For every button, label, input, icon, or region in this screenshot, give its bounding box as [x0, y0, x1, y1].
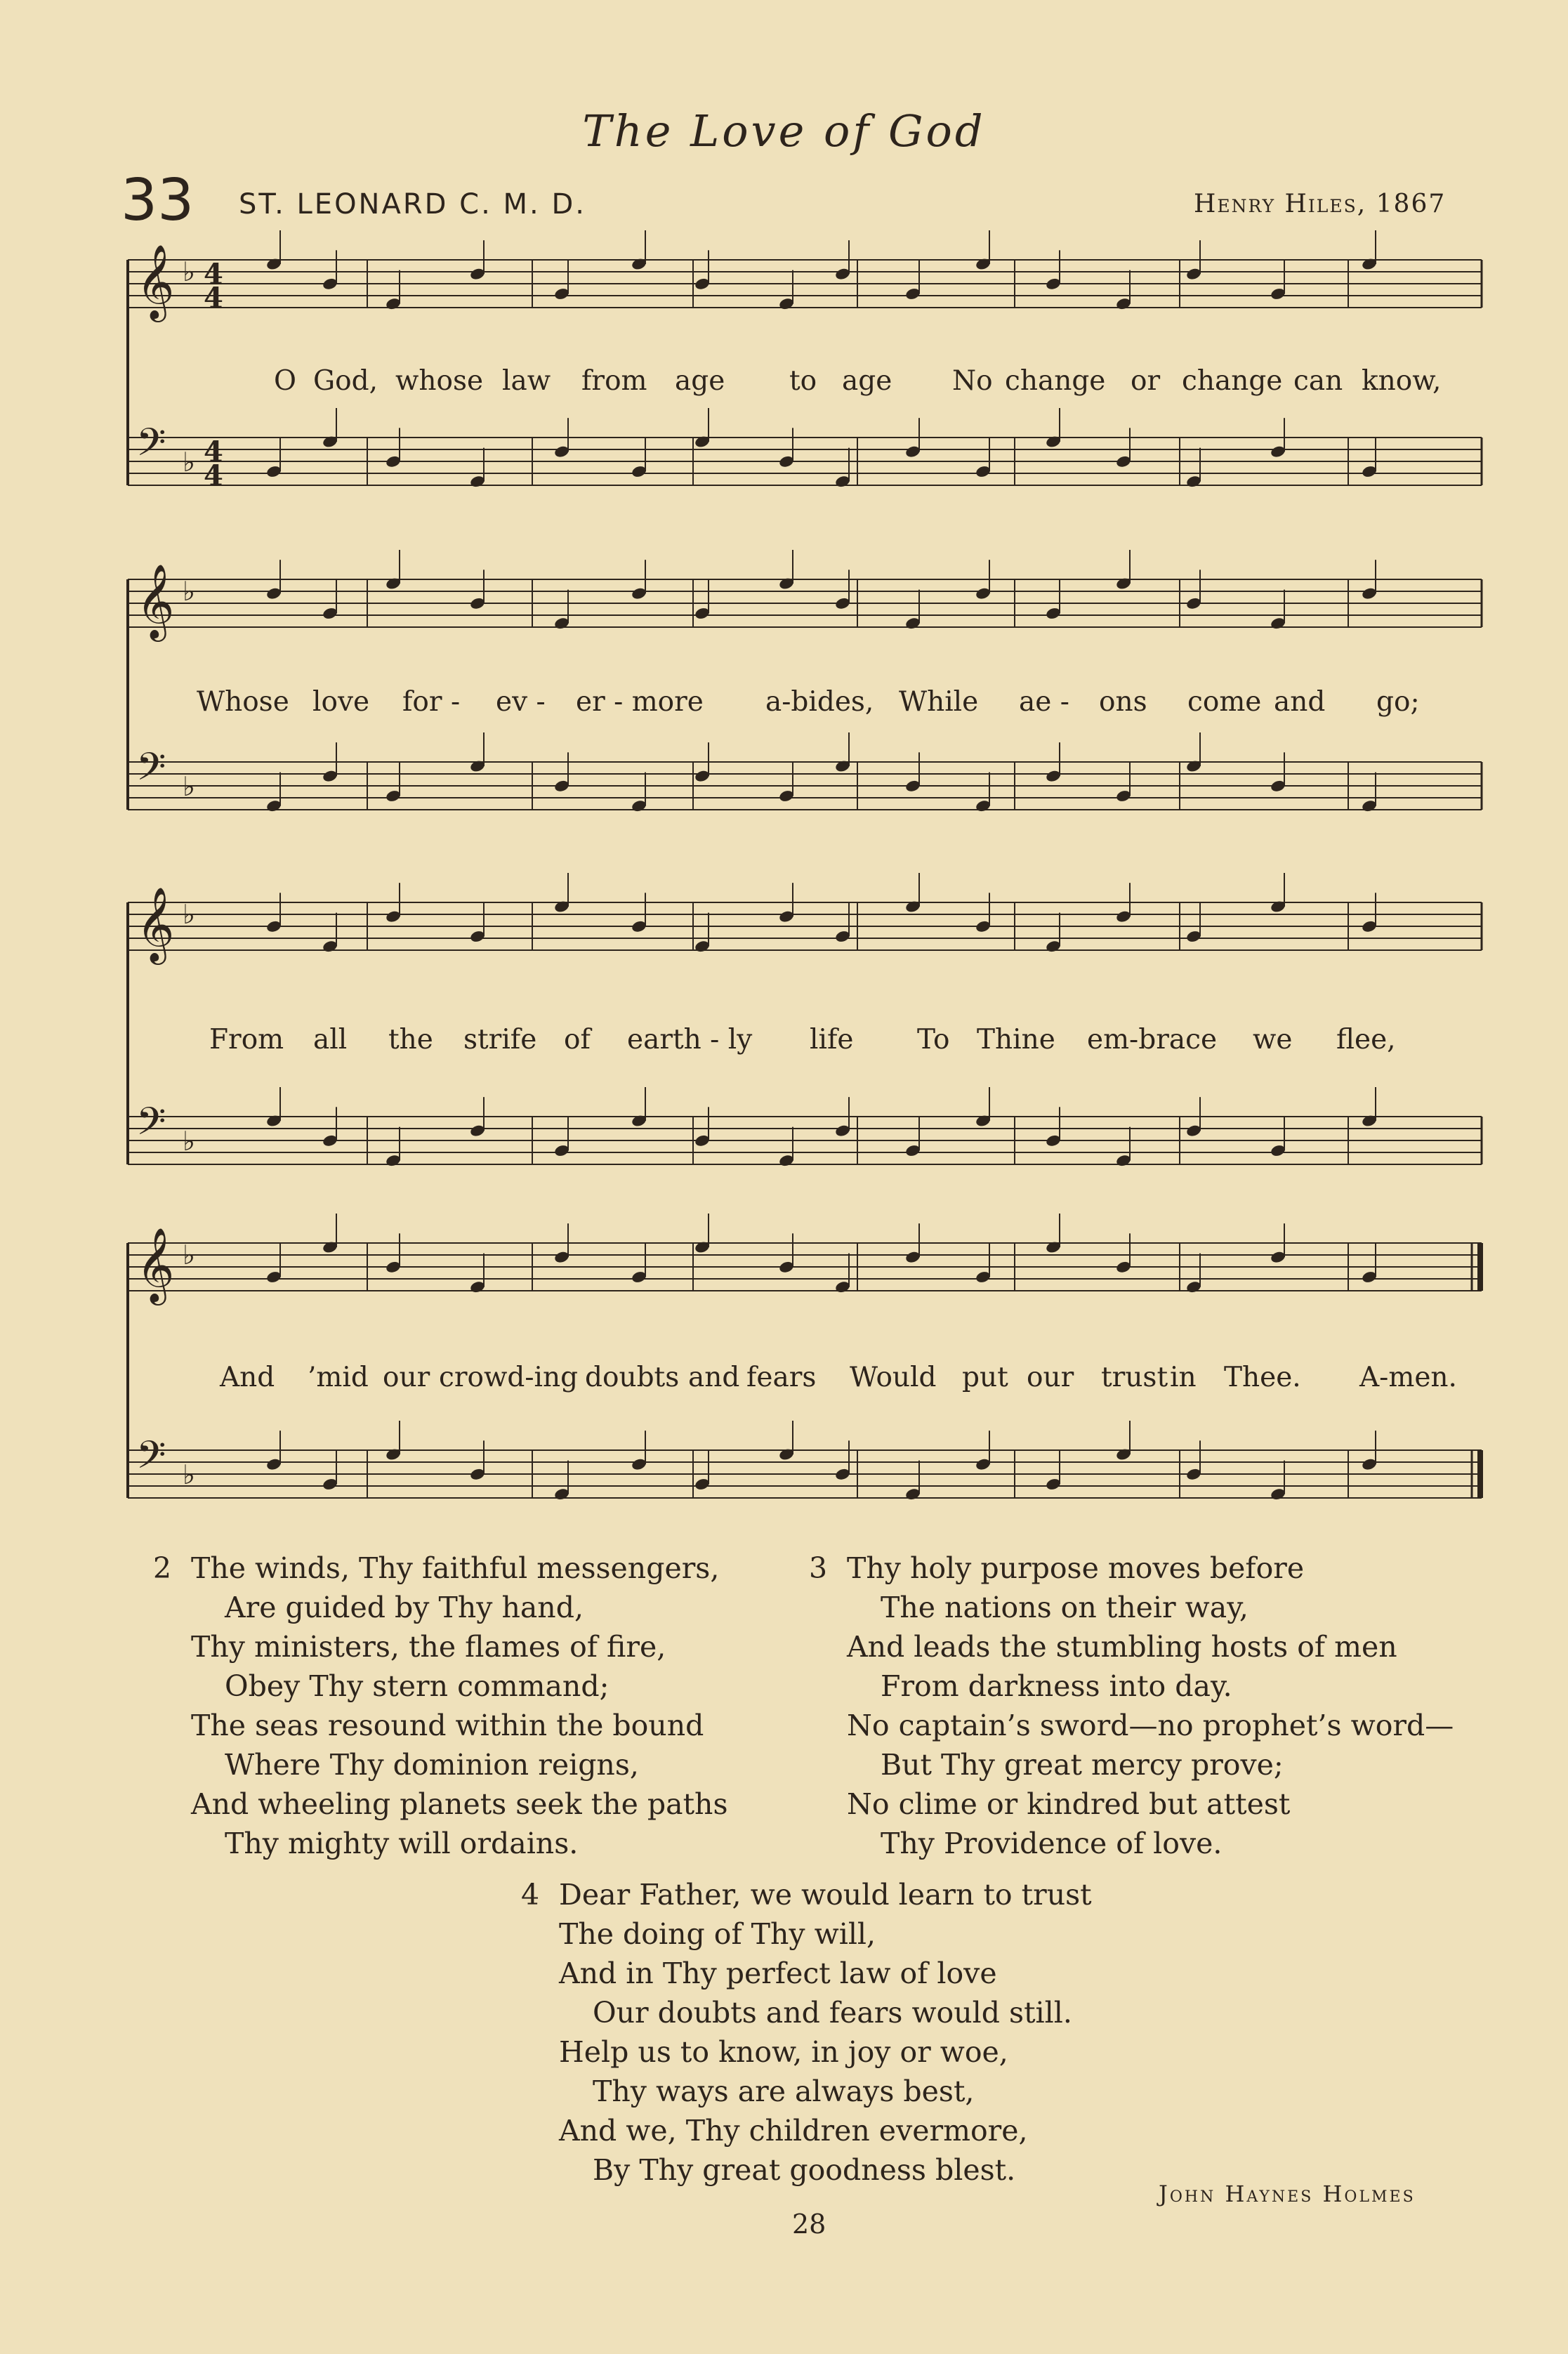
author-credit: John Haynes Holmes: [1159, 2181, 1416, 2207]
final-barline-thick: [1477, 1243, 1483, 1291]
lyric-syllable: To: [917, 1024, 950, 1056]
lyric-syllable: age: [675, 365, 725, 397]
lyric-syllable: And: [220, 1362, 275, 1393]
lyric-syllable: em-brace: [1087, 1024, 1218, 1056]
verse-line: The doing of Thy will,: [559, 1917, 876, 1951]
lyric-syllable: and: [688, 1362, 740, 1393]
verse-4: [521, 1875, 1092, 2190]
lyric-syllable: strife: [463, 1024, 537, 1056]
verse-line: Dear Father, we would learn to trust: [559, 1878, 1092, 1912]
lyric-syllable: love: [312, 686, 370, 718]
lyric-syllable: come: [1187, 686, 1262, 718]
verse-line: Thy mighty will ordains.: [225, 1827, 579, 1860]
lyric-syllable: life: [810, 1024, 854, 1056]
lyric-syllable: all: [313, 1024, 348, 1056]
lyric-syllable: know,: [1362, 365, 1442, 397]
flat-key-signature-icon: ♭: [183, 771, 195, 802]
lyric-syllable: we: [1253, 1024, 1293, 1056]
lyric-syllable: to: [789, 365, 817, 397]
lyric-syllable: Whose: [197, 686, 289, 718]
flat-key-signature-icon: ♭: [183, 1240, 195, 1270]
treble-clef-icon: 𝄞: [136, 244, 175, 319]
verse-line: The nations on their way,: [881, 1591, 1249, 1624]
lyric-syllable: crowd-ing: [439, 1362, 579, 1393]
lyric-syllable: While: [899, 686, 979, 718]
bass-clef-icon: 𝄢: [136, 744, 166, 798]
lyric-syllable: A-men.: [1359, 1362, 1457, 1393]
lyric-syllable: fears: [746, 1362, 817, 1393]
verse-number: 3: [809, 1551, 828, 1585]
lyric-syllable: change: [1005, 365, 1106, 397]
lyric-syllable: er - more: [576, 686, 704, 718]
verse-line: By Thy great goodness blest.: [593, 2153, 1016, 2187]
bass-clef-icon: 𝄢: [136, 420, 166, 474]
lyric-syllable: Would: [850, 1362, 937, 1393]
verse-line: The seas resound within the bound: [191, 1709, 704, 1742]
lyric-syllable: trust: [1101, 1362, 1168, 1393]
lyric-syllable: a-bides,: [765, 686, 874, 718]
lyric-syllable: change: [1182, 365, 1283, 397]
verse-line: Thy holy purpose moves before: [847, 1551, 1305, 1585]
flat-key-signature-icon: ♭: [183, 1126, 195, 1157]
lyric-syllable: and: [1274, 686, 1326, 718]
hymn-number: 33: [121, 167, 195, 234]
bass-clef-icon: 𝄢: [136, 1099, 166, 1153]
lyric-syllable: Thine: [977, 1024, 1055, 1056]
composer-credit: Henry Hiles, 1867: [1194, 190, 1447, 218]
verse-line: No captain’s sword—no prophet’s word—: [847, 1709, 1454, 1742]
verse-line: No clime or kindred but attest: [847, 1787, 1291, 1821]
page-title: The Love of God: [582, 105, 986, 157]
verse-line: Our doubts and fears would still.: [593, 1996, 1072, 2030]
lyric-syllable: for -: [402, 686, 461, 718]
lyric-syllable: Thee.: [1224, 1362, 1301, 1393]
lyric-syllable: go;: [1376, 686, 1420, 718]
verse-line: And we, Thy children evermore,: [559, 2114, 1028, 2148]
lyric-syllable: No: [952, 365, 993, 397]
lyric-syllable: our: [1027, 1362, 1074, 1393]
verse-line: Thy ministers, the flames of fire,: [191, 1630, 666, 1664]
lyric-syllable: From: [209, 1024, 284, 1056]
time-signature-top: 4: [204, 435, 223, 468]
verse-line: Obey Thy stern command;: [225, 1669, 610, 1703]
verse-line: Thy Providence of love.: [881, 1827, 1223, 1860]
treble-clef-icon: 𝄞: [136, 886, 175, 961]
lyric-line-3: [0, 1024, 1568, 1059]
lyric-syllable: law: [502, 365, 551, 397]
flat-key-signature-icon: ♭: [183, 447, 195, 478]
lyric-syllable: whose: [395, 365, 484, 397]
final-barline-thick: [1477, 1450, 1483, 1498]
lyric-syllable: from: [581, 365, 647, 397]
verse-line: The winds, Thy faithful messengers,: [191, 1551, 720, 1585]
lyric-syllable: earth - ly: [627, 1024, 753, 1056]
verse-line: Where Thy dominion reigns,: [225, 1748, 639, 1782]
flat-key-signature-icon: ♭: [183, 899, 195, 930]
verse-line: Thy ways are always best,: [593, 2074, 975, 2108]
lyric-line-1: [0, 365, 1568, 400]
lyric-syllable: ’mid: [308, 1362, 369, 1393]
verse-line: And in Thy perfect law of love: [559, 1957, 997, 1990]
verse-3: [809, 1548, 1454, 1863]
verse-line: From darkness into day.: [881, 1669, 1232, 1703]
verse-line: Are guided by Thy hand,: [225, 1591, 584, 1624]
verse-2: [153, 1548, 728, 1863]
lyric-syllable: doubts: [585, 1362, 680, 1393]
lyric-syllable: flee,: [1336, 1024, 1396, 1056]
treble-clef-icon: 𝄞: [136, 1227, 175, 1302]
lyric-syllable: can: [1293, 365, 1343, 397]
verse-line: Help us to know, in joy or woe,: [559, 2035, 1008, 2069]
lyric-line-4: [0, 1362, 1568, 1397]
time-signature-top: 4: [204, 258, 223, 291]
time-signature-bottom: 4: [204, 282, 223, 315]
lyric-syllable: our: [383, 1362, 430, 1393]
verse-line: And leads the stumbling hosts of men: [847, 1630, 1397, 1664]
lyric-syllable: ev -: [496, 686, 546, 718]
verse-number: 2: [153, 1551, 172, 1585]
page-number: 28: [792, 2209, 826, 2240]
flat-key-signature-icon: ♭: [183, 1459, 195, 1490]
lyric-syllable: age: [842, 365, 892, 397]
lyric-syllable: of: [564, 1024, 591, 1056]
time-signature-bottom: 4: [204, 459, 223, 492]
verse-line: And wheeling planets seek the paths: [191, 1787, 728, 1821]
tune-name: ST. LEONARD C. M. D.: [239, 188, 586, 221]
bass-clef-icon: 𝄢: [136, 1433, 166, 1487]
flat-key-signature-icon: ♭: [183, 576, 195, 607]
lyric-syllable: ons: [1099, 686, 1147, 718]
lyric-syllable: the: [388, 1024, 433, 1056]
flat-key-signature-icon: ♭: [183, 256, 195, 287]
lyric-syllable: God,: [313, 365, 378, 397]
lyric-syllable: O: [274, 365, 296, 397]
lyric-syllable: ae -: [1019, 686, 1069, 718]
treble-clef-icon: 𝄞: [136, 563, 175, 638]
lyric-syllable: in: [1170, 1362, 1197, 1393]
verse-number: 4: [521, 1878, 540, 1912]
lyric-line-2: [0, 686, 1568, 721]
verse-line: But Thy great mercy prove;: [881, 1748, 1284, 1782]
lyric-syllable: put: [962, 1362, 1008, 1393]
lyric-syllable: or: [1131, 365, 1161, 397]
